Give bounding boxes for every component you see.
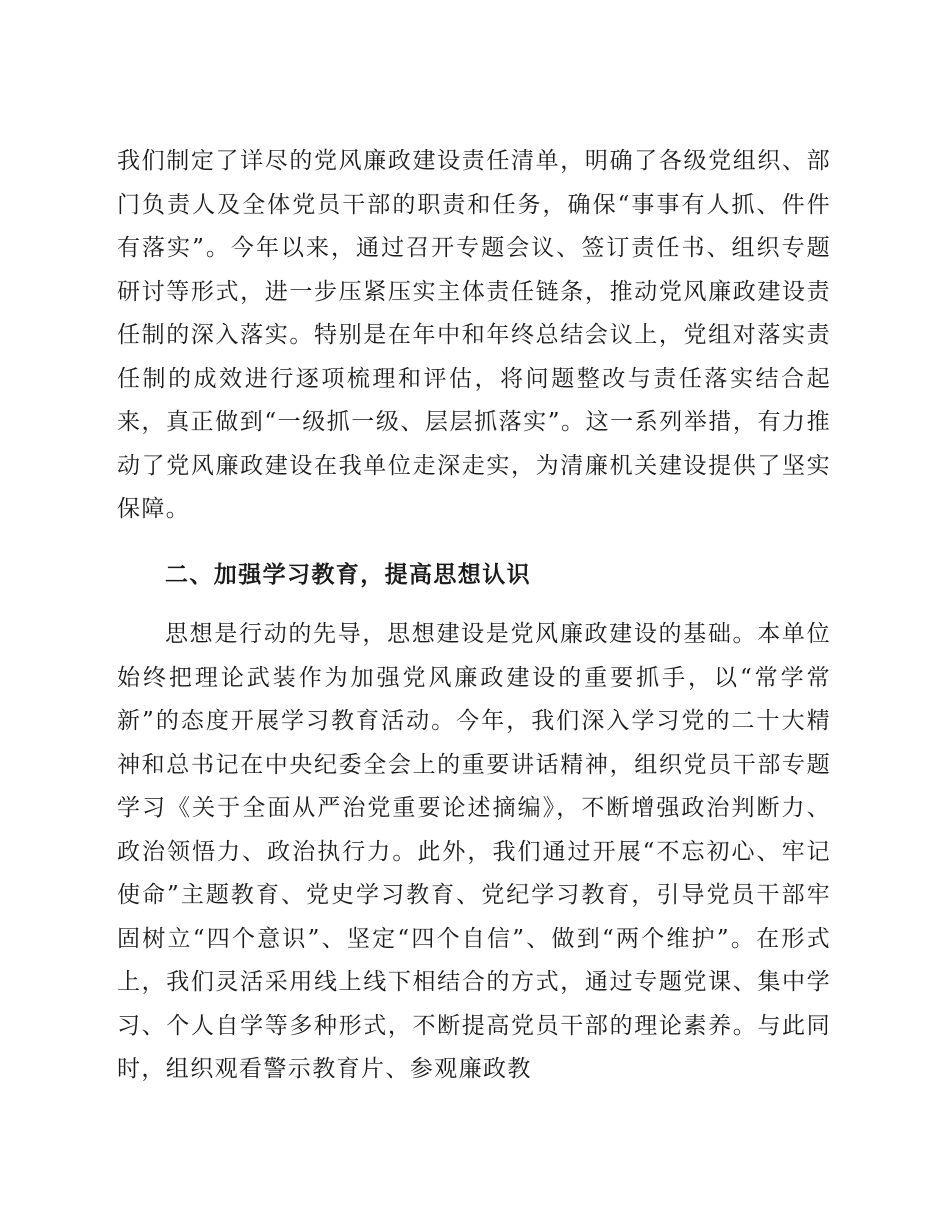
- body-paragraph-2: 思想是行动的先导，思想建设是党风廉政建设的基础。本单位始终把理论武装作为加强党风廉政建设的重要抓手，以“常学常新”的态度开展学习教育活动。今年，我们深入学习党的二十大精神和总书记在中央纪委全会上的重要讲话精神，组织党员干部专题学习《关于全面从严治党重要论述摘编》，不断增强政治判断力、政治领悟力、政治执行力。此外，我们通过开展“不忘初心、牢记使命”主题教育、党史学习教育、党纪学习教育，引导党员干部牢固树立“四个意识”、坚定“四个自信”、做到“两个维护”。在形式上，我们灵活采用线上线下相结合的方式，通过专题党课、集中学习、个人自学等多种形式，不断提高党员干部的理论素养。与此同时，组织观看警示教育片、参观廉政教: [117, 621, 831, 1082]
- document-body: [117, 140, 831, 1092]
- body-paragraph-1: 我们制定了详尽的党风廉政建设责任清单，明确了各级党组织、部门负责人及全体党员干部的职责和任务，确保“事事有人抓、件件有落实”。今年以来，通过召开专题会议、签订责任书、组织专题研讨等形式，进一步压紧压实主体责任链条，推动党风廉政建设责任制的深入落实。特别是在年中和年终总结会议上，党组对落实责任制的成效进行逐项梳理和评估，将问题整改与责任落实结合起来，真正做到“一级抓一级、层层抓落实”。这一系列举措，有力推动了党风廉政建设在我单位走深走实，为清廉机关建设提供了坚实保障。: [117, 148, 831, 522]
- section-heading-2: 二、加强学习教育，提高思想认识: [165, 561, 531, 588]
